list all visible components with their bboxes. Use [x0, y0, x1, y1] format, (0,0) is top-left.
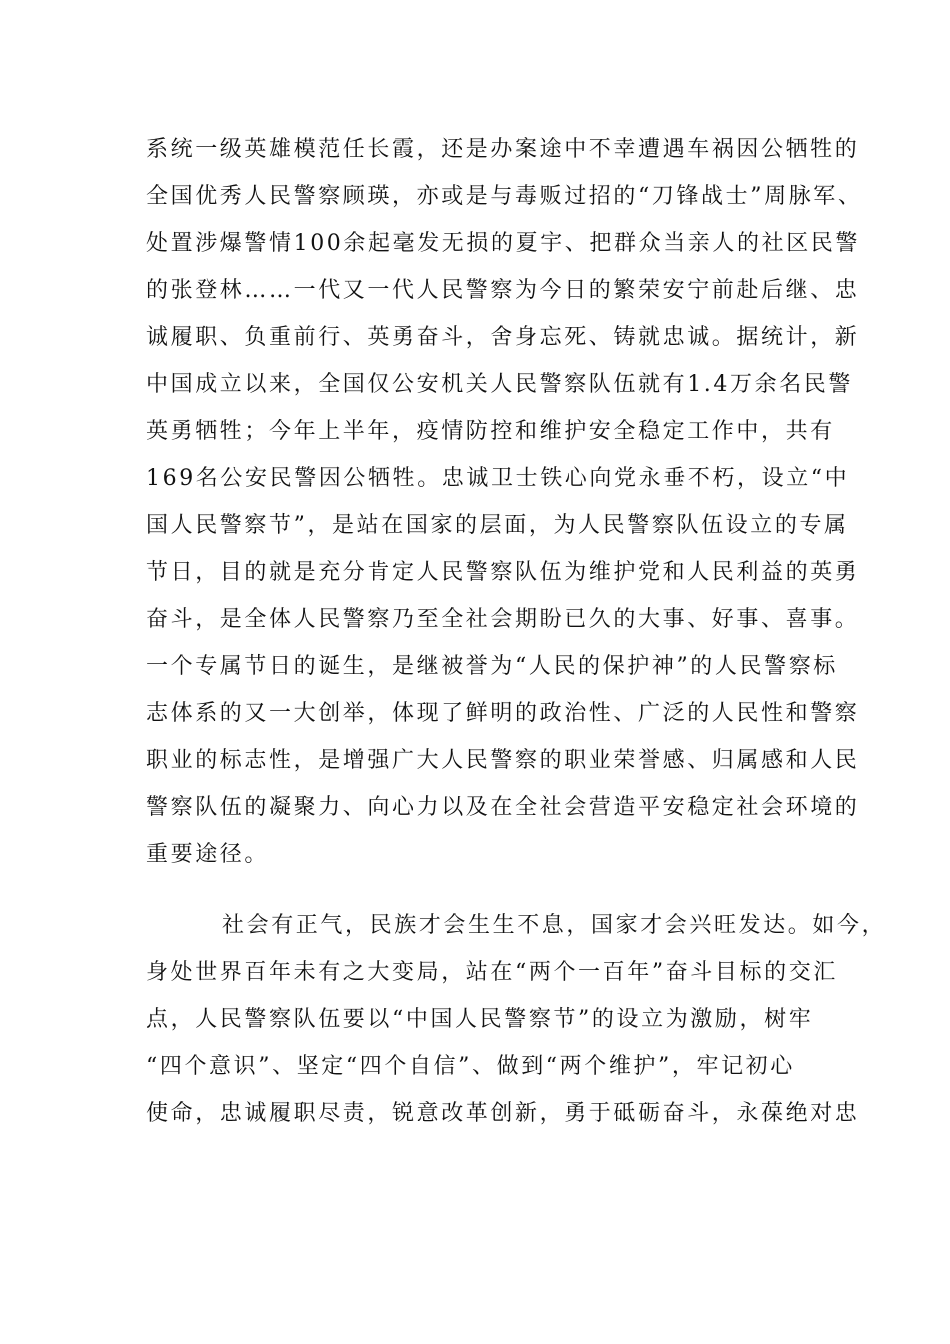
- text-line: 节日，目的就是充分肯定人民警察队伍为维护党和人民利益的英勇: [146, 560, 860, 585]
- text-line: 英勇牺牲；今年上半年，疫情防控和维护安全稳定工作中，共有: [146, 419, 835, 444]
- text-line: 全国优秀人民警察顾瑛，亦或是与毒贩过招的“刀锋战士”周脉军、: [146, 184, 863, 209]
- text-line: 169名公安民警因公牺牲。忠诚卫士铁心向党永垂不朽，设立“中: [146, 466, 850, 491]
- text-line: 系统一级英雄模范任长霞，还是办案途中不幸遭遇车祸因公牺牲的: [146, 137, 860, 162]
- text-line: 使命，忠诚履职尽责，锐意改革创新，勇于砥砺奋斗，永葆绝对忠: [146, 1101, 860, 1126]
- text-line: 警察队伍的凝聚力、向心力以及在全社会营造平安稳定社会环境的: [146, 795, 860, 820]
- text-line: 职业的标志性，是增强广大人民警察的职业荣誉感、归属感和人民: [146, 748, 860, 773]
- text-line: 中国成立以来，全国仅公安机关人民警察队伍就有1.4万余名民警: [146, 372, 853, 397]
- text-line: 志体系的又一大创举，体现了鲜明的政治性、广泛的人民性和警察: [146, 701, 860, 726]
- text-line: 一个专属节日的诞生，是继被誉为“人民的保护神”的人民警察标: [146, 654, 838, 679]
- text-line: 的张登林……一代又一代人民警察为今日的繁荣安宁前赴后继、忠: [146, 278, 860, 303]
- text-line: 诚履职、负重前行、英勇奋斗，舍身忘死、铸就忠诚。据统计，新: [146, 325, 860, 350]
- text-line: 社会有正气，民族才会生生不息，国家才会兴旺发达。如今，: [222, 913, 887, 938]
- text-line: 处置涉爆警情100余起毫发无损的夏宇、把群众当亲人的社区民警: [146, 231, 860, 256]
- text-line: 身处世界百年未有之大变局，站在“两个一百年”奋斗目标的交汇: [146, 960, 838, 985]
- text-line: 奋斗，是全体人民警察乃至全社会期盼已久的大事、好事、喜事。: [146, 607, 860, 632]
- text-line: 重要途径。: [146, 842, 270, 867]
- text-line: “四个意识”、坚定“四个自信”、做到“两个维护”，牢记初心: [146, 1054, 795, 1079]
- text-line: 国人民警察节”，是站在国家的层面，为人民警察队伍设立的专属: [146, 513, 849, 538]
- text-line: 点，人民警察队伍要以“中国人民警察节”的设立为激励，树牢: [146, 1007, 814, 1032]
